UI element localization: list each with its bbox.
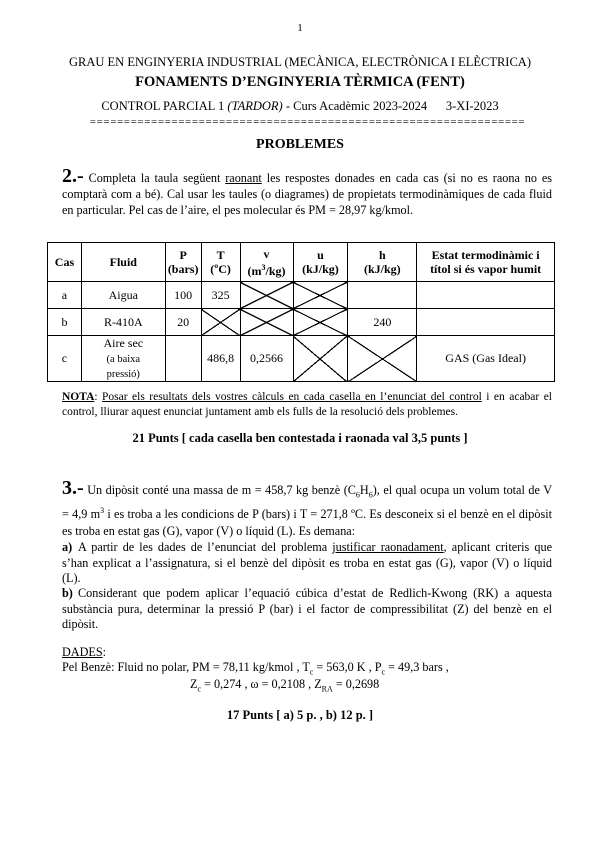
q2-text-a: Completa la taula següent [83,171,226,185]
note-paragraph [62,390,552,420]
part-a-label: a) [62,540,73,554]
part-b-text: Considerant que podem aplicar l’equació cúbica d’estat de Redlich-Kwong (RK) a aquesta substància pura, determinar la pressió P (bar) i el factor de compressibilitat (Z) del benzè en el dipòsit. [62,586,552,631]
note-colon: : [94,391,103,403]
header-p: P (bars) [165,243,201,282]
header-t: T (ºC) [201,243,240,282]
data-title: DADES: [62,645,107,659]
cell-cas: a [48,282,82,309]
cell-t[interactable]: 325 [201,282,240,309]
question-2-statement [62,165,552,218]
q2-text-underlined: raonant [225,171,262,185]
note-text: i en acabar el control, lliurar aquest enunciat juntament amb els fulls de la resolució dels problemes. [62,391,552,418]
exam-name: CONTROL PARCIAL 1 [101,99,225,113]
cell-cas: b [48,309,82,336]
question-2-points: 21 Punts [ cada casella ben contestada i raonada val 3,5 punts ] [132,431,468,445]
q2-text-b: les respostes donades en cada cas (si no es raona no es comptarà com a bé). Cal usar les taules (o diagrames) de propietats termodinàmiques de cada fluid en particular. Pel cas de l’aire, el pes molecular és PM = 28,97 kg/kmol. [62,171,552,217]
cell-estat[interactable] [417,309,555,336]
cell-u-crossed [293,282,348,309]
cell-h[interactable]: 240 [348,309,417,336]
cell-estat[interactable] [417,282,555,309]
page-number: 1 [297,22,303,34]
cell-t[interactable]: 486,8 [201,336,240,382]
cell-cas: c [48,336,82,382]
header-fluid: Fluid [81,243,165,282]
q3-text-c: i es troba a les condicions de P (bars) i T = 271,8 ºC. Es desconeix si el benzè en el dipòsit es troba en estat gas (G), vapor (V) o líquid (L). Es demana: [62,507,552,538]
cell-estat[interactable]: GAS (Gas Ideal) [417,336,555,382]
exam-info [0,99,600,114]
header-cas: Cas [48,243,82,282]
cell-u-crossed [293,309,348,336]
question-3-part-a [62,540,552,587]
section-title: PROBLEMES [256,137,344,152]
header-h: h (kJ/kg) [348,243,417,282]
table-header-row [48,243,555,282]
question-2-number: 2.- [62,165,84,187]
cell-u-crossed [293,336,348,382]
note-label: NOTA [62,391,95,403]
question-3-part-b [62,586,552,633]
cell-fluid: Aire sec (a baixa pressió) [81,336,165,382]
part-b-label: b) [62,586,73,600]
academic-year: - Curs Acadèmic 2023-2024 [285,99,428,113]
part-a-underlined: justificar raonadament [332,540,444,554]
header-u: u (kJ/kg) [293,243,348,282]
question-3-number: 3.- [62,477,84,499]
cell-p[interactable]: 20 [165,309,201,336]
table-row [48,309,555,336]
part-a-text: A partir de les dades de l’enunciat del problema [78,540,333,554]
course-title: FONAMENTS D’ENGINYERIA TÈRMICA (FENT) [135,74,465,90]
part-a-text-cont: , aplicant criteris que s’han explicat a l’assignatura, si el benzè del dipòsit es troba en estat gas (G), vapor (V) o líquid (L). [62,540,552,585]
cell-p[interactable] [165,336,201,382]
header-estat: Estat termodinàmic i títol si és vapor humit [417,243,555,282]
header-v: v $(m^3/kg)$ [240,243,293,282]
cell-v-crossed [240,282,293,309]
q3-text-b: ), el qual ocupa un volum total de V = 4,9 m [62,483,552,522]
exam-date: 3-XI-2023 [445,99,499,113]
cell-v[interactable]: 0,2566 [240,336,293,382]
cell-h[interactable] [348,282,417,309]
data-line-1: Pel Benzè: Fluid no polar, PM = 78,11 kg/kmol , $T_c = 563,0$ K , $P_c = 49,3$ bars , [62,660,449,677]
table-row [48,282,555,309]
note-underlined: Posar els resultats dels vostres càlculs en cada casella en l’enunciat del control [102,391,482,403]
cell-fluid: Aigua [81,282,165,309]
degree-title: GRAU EN ENGINYERIA INDUSTRIAL (MECÀNICA, ELECTRÒNICA I ELÈCTRICA) [69,55,531,69]
separator-line: ================================================================ [89,116,526,128]
table-row [48,336,555,382]
properties-table [47,242,555,382]
data-line-2: $Z_c = 0,274$ , ω = 0,2108 , $Z_{RA} = 0,2698$ [190,677,380,694]
cell-v-crossed [240,309,293,336]
question-3-statement: 3.- Un dipòsit conté una massa de m = 458,7 kg benzè $(C_6H_6)$, el qual ocupa un volum total de V = 4,9 $m^3$ i es troba a les condicions de P (bars) i T = 271,8 ºC. Es desconeix si el benzè en el dipòsit es troba en estat gas (G), vapor (V) o líquid (L). Es demana: [62,477,552,538]
cell-t-crossed [201,309,240,336]
cell-h-crossed [348,336,417,382]
q3-text-a: Un dipòsit conté una massa de m = 458,7 kg benzè (C [83,483,356,497]
question-3-points: 17 Punts [ a) 5 p. , b) 12 p. ] [226,708,374,722]
exam-term: (TARDOR) [227,99,283,113]
cell-fluid: R-410A [81,309,165,336]
cell-p[interactable]: 100 [165,282,201,309]
